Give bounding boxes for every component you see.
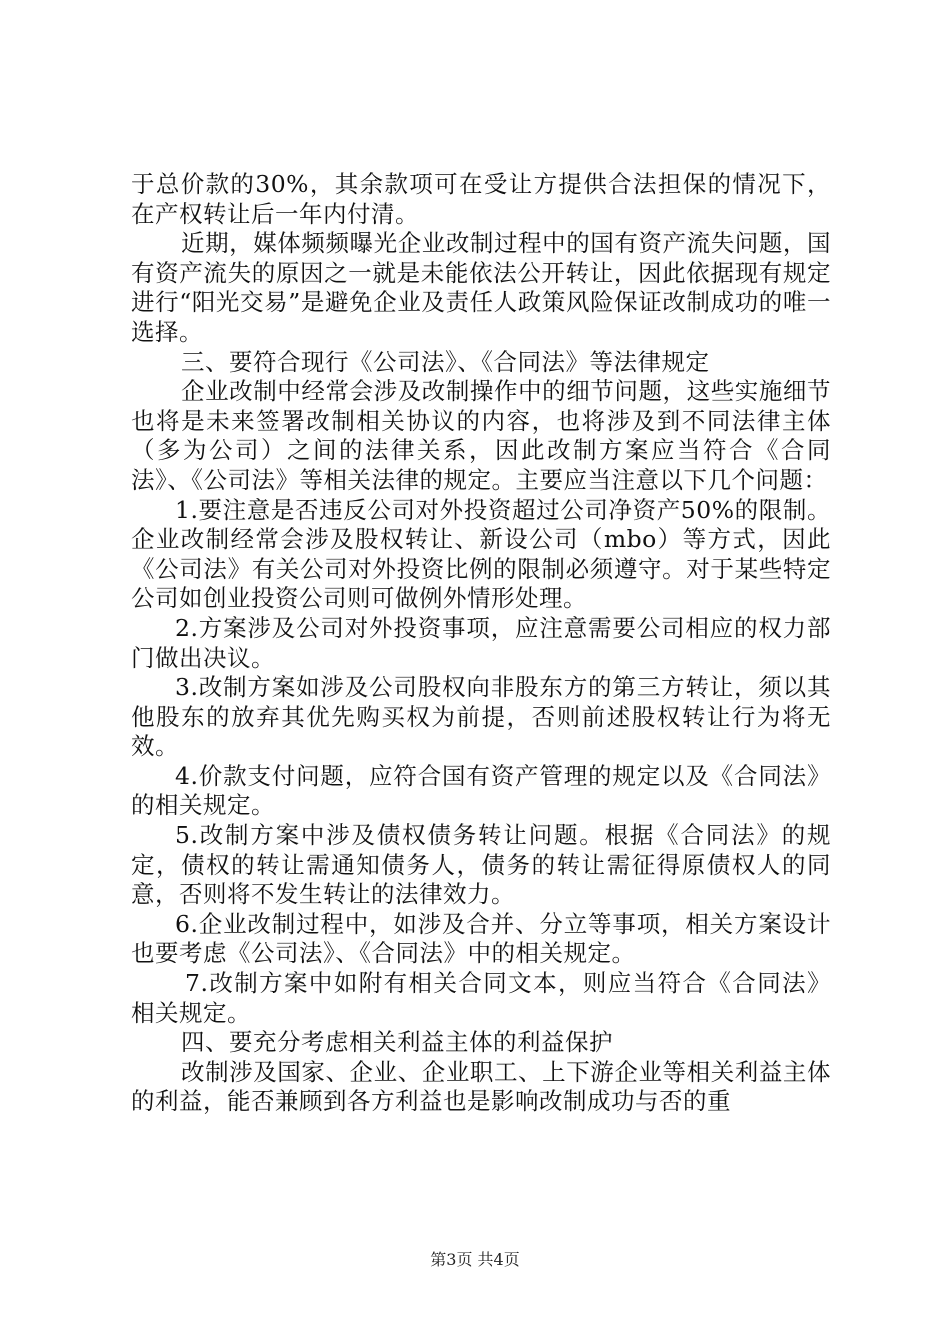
paragraph-asset-loss: 近期，媒体频频曝光企业改制过程中的国有资产流失问题，国有资产流失的原因之一就是未能依法公开转让，因此依据现有规定进行“阳光交易”是避免企业及责任人政策风险保证改制成功的唯一选择。: [131, 229, 831, 346]
list-item-1: 1.要注意是否违反公司对外投资超过公司净资产50%的限制。企业改制经常会涉及股权转让、新设公司（mbo）等方式，因此《公司法》有关公司对外投资比例的限制必须遵守。对于某些特定公司如创业投资公司则可做例外情形处理。: [131, 495, 831, 613]
section-heading-3: 三、要符合现行《公司法》、《合同法》等法律规定: [181, 347, 710, 376]
list-item-6: 6.企业改制过程中，如涉及合并、分立等事项，相关方案设计也要考虑《公司法》、《合同法》中的相关规定。: [131, 909, 831, 968]
document-body: [131, 170, 831, 1117]
list-item-2: 2.方案涉及公司对外投资事项，应注意需要公司相应的权力部门做出决议。: [131, 613, 831, 672]
page-footer: 第3页 共4页: [430, 1250, 520, 1269]
paragraph-legal-details: 企业改制中经常会涉及改制操作中的细节问题，这些实施细节也将是未来签署改制相关协议的内容，也将涉及到不同法律主体（多为公司）之间的法律关系，因此改制方案应当符合《合同法》、《公司法》等相关法律的规定。主要应当注意以下几个问题：: [131, 377, 831, 494]
section-heading-4: 四、要充分考虑相关利益主体的利益保护: [181, 1028, 613, 1057]
paragraph-payment-terms: 于总价款的30%，其余款项可在受让方提供合法担保的情况下，在产权转让后一年内付清。: [131, 170, 831, 228]
list-item-3: 3.改制方案如涉及公司股权向非股东方的第三方转让，须以其他股东的放弃其优先购买权为前提，否则前述股权转让行为将无效。: [131, 673, 831, 761]
list-item-7: 7.改制方案中如附有相关合同文本，则应当符合《合同法》相关规定。: [131, 969, 831, 1027]
paragraph-stakeholders: 改制涉及国家、企业、企业职工、上下游企业等相关利益主体的利益，能否兼顾到各方利益也是影响改制成功与否的重: [131, 1057, 831, 1116]
list-item-5: 5.改制方案中涉及债权债务转让问题。根据《合同法》的规定，债权的转让需通知债务人，债务的转让需征得原债权人的同意，否则将不发生转让的法律效力。: [131, 821, 831, 909]
list-item-4: 4.价款支付问题，应符合国有资产管理的规定以及《合同法》的相关规定。: [131, 761, 831, 820]
